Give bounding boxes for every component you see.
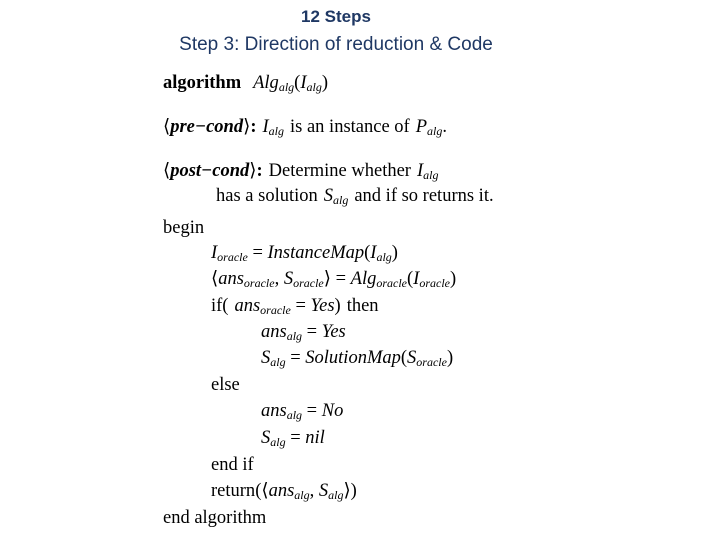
post-input-symbol: I (416, 161, 424, 181)
returns-it-text: and if so returns it. (354, 186, 494, 206)
algorithm-keyword: algorithm (163, 73, 242, 93)
alg-oracle-subscript: oracle (376, 276, 407, 290)
sm-arg-subscript: oracle (416, 355, 447, 369)
oracle-input-symbol: I (211, 243, 218, 263)
instance-map-fn: InstanceMap (267, 243, 365, 263)
ret-ans-subscript: alg (294, 488, 310, 502)
alg-name: Alg (253, 73, 279, 93)
pre-cond-text: is an instance of (290, 117, 410, 137)
ans-alg-no-symbol: ans (261, 401, 287, 421)
slide-subtitle: Step 3: Direction of reduction & Code (179, 34, 493, 55)
ans-alg-subscript: alg (286, 329, 303, 343)
ans-no-value: No (321, 401, 344, 421)
if-yes-value: Yes (310, 296, 335, 316)
input-subscript: alg (306, 80, 322, 94)
alg-oracle-arg: I (413, 269, 420, 289)
alg-oracle-arg-subscript: oracle (419, 276, 450, 290)
pre-input-symbol: I (262, 117, 269, 137)
s-oracle-subscript: oracle (293, 276, 324, 290)
return-line: return(⟨ans$_{alg}$, $S_{alg}⟩$) (211, 481, 357, 502)
ans-no-line: ans$_{alg}$ = No (261, 401, 344, 422)
has-solution-text: has a solution (216, 186, 318, 206)
begin-keyword: begin (163, 218, 205, 238)
slide-title: 12 Steps (301, 7, 371, 26)
ret-s-symbol: S (318, 481, 329, 501)
ans-oracle-symbol: ans (218, 269, 244, 289)
if-line: if( ans$_{oracle}$ = Yes) then (211, 296, 379, 317)
s-alg-symbol: S (261, 348, 271, 368)
solution-map-fn: SolutionMap (305, 348, 401, 368)
ans-yes-line: ans$_{alg}$ = Yes (261, 322, 346, 343)
ans-alg-no-subscript: alg (286, 408, 303, 422)
return-keyword: return (211, 481, 256, 501)
post-condition-line-2 (216, 187, 494, 206)
post-condition-line: ⟨post−cond⟩: Determine whether $I_{alg}$ (163, 161, 439, 182)
nil-value: nil (305, 428, 325, 448)
end-algorithm-keyword: end algorithm (163, 508, 267, 528)
oracle-call-line: ⟨ans$_{oracle}$, $S_{oracle}⟩ = Alg_{oracle}(I_{oracle})$ (211, 269, 457, 290)
solution-map-line: $S_{alg}$ = $SolutionMap(S_{oracle})$ (261, 348, 454, 369)
s-alg-nil-symbol: S (261, 428, 271, 448)
s-oracle-symbol: S (283, 269, 294, 289)
input-symbol: I (300, 73, 307, 93)
algorithm-header-line: algorithm $Alg_{alg}(I_{alg})$ (163, 73, 329, 94)
pre-input-subscript: alg (268, 124, 284, 138)
else-keyword: else (211, 375, 240, 395)
solution-subscript: alg (333, 193, 349, 207)
if-ans-subscript: oracle (260, 303, 291, 317)
pre-cond-label: pre−cond (170, 117, 244, 137)
post-input-subscript: alg (423, 168, 439, 182)
ret-s-subscript: alg (328, 488, 344, 502)
if-ans-symbol: ans (234, 296, 261, 316)
sm-arg-symbol: S (407, 348, 417, 368)
ans-alg-symbol: ans (261, 322, 287, 342)
problem-subscript: alg (427, 124, 443, 138)
alg-oracle-fn: Alg (350, 269, 377, 289)
alg-subscript: alg (278, 80, 295, 94)
s-alg-nil-subscript: alg (270, 435, 286, 449)
s-nil-line: $S_{alg}$ = nil (261, 428, 325, 449)
ret-ans-symbol: ans (268, 481, 295, 501)
if-keyword: if( (211, 296, 229, 316)
problem-symbol: P (415, 117, 428, 137)
im-arg-subscript: alg (376, 250, 392, 264)
instance-map-line: $I_{oracle}$ = $InstanceMap(I_{alg})$ (211, 243, 398, 264)
post-cond-text: Determine whether (268, 161, 411, 181)
im-arg-symbol: I (370, 243, 377, 263)
solution-symbol: S (323, 186, 333, 206)
pre-condition-line: ⟨pre−cond⟩: $I_{alg}$ is an instance of $P_{alg}$. (163, 117, 447, 138)
s-alg-subscript: alg (270, 355, 286, 369)
then-keyword: then (346, 296, 379, 316)
ans-yes-value: Yes (321, 322, 346, 342)
post-cond-label: post−cond (170, 161, 250, 181)
ans-oracle-subscript: oracle (243, 276, 275, 290)
oracle-subscript: oracle (217, 250, 248, 264)
end-if-keyword: end if (211, 455, 254, 475)
